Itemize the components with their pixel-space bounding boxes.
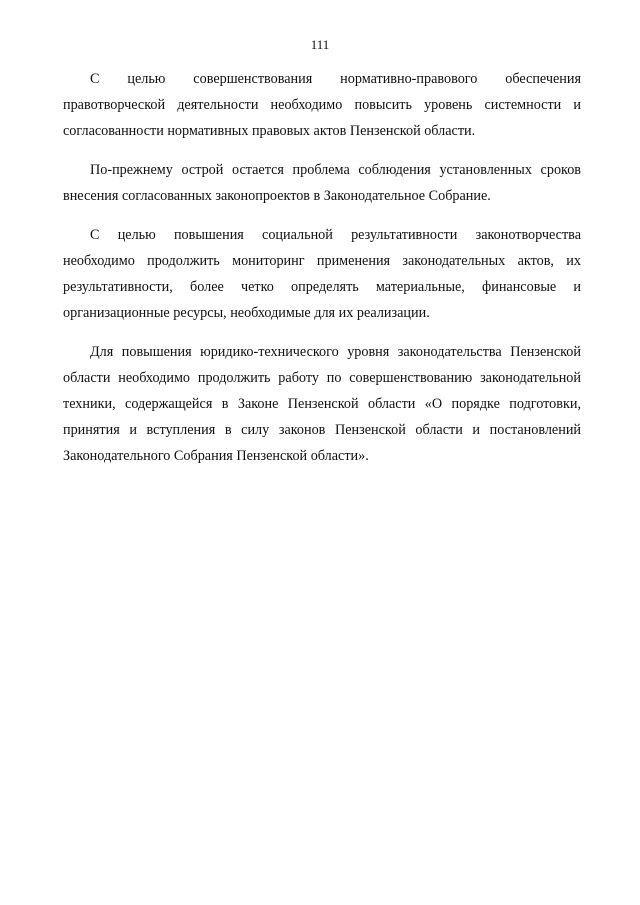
- paragraph-4: Для повышения юридико-технического уровня законодательства Пензенской области необходимо продолжить работу по совершенствованию законодательной техники, содержащейся в Законе Пензенской области «О порядке подготовки, принятия и вступления в силу законов Пензенской области и постановлений Законодательного Собрания Пензенской области».: [63, 344, 581, 464]
- page-number: 111: [310, 37, 330, 52]
- paragraph-3: С целью повышения социальной результативности законотворчества необходимо продолжить мониторинг применения законодательных актов, их результативности, более четко определять материальные, финансовые и организационные ресурсы, необходимые для их реализации.: [63, 227, 581, 321]
- paragraph-1: С целью совершенствования нормативно-правового обеспечения правотворческой деятельности необходимо повысить уровень системности и согласованности нормативных правовых актов Пензенской области.: [63, 71, 581, 139]
- paragraph-2: По-прежнему острой остается проблема соблюдения установленных сроков внесения согласованных законопроектов в Законодательное Собрание.: [63, 162, 581, 204]
- document-body: [63, 66, 581, 482]
